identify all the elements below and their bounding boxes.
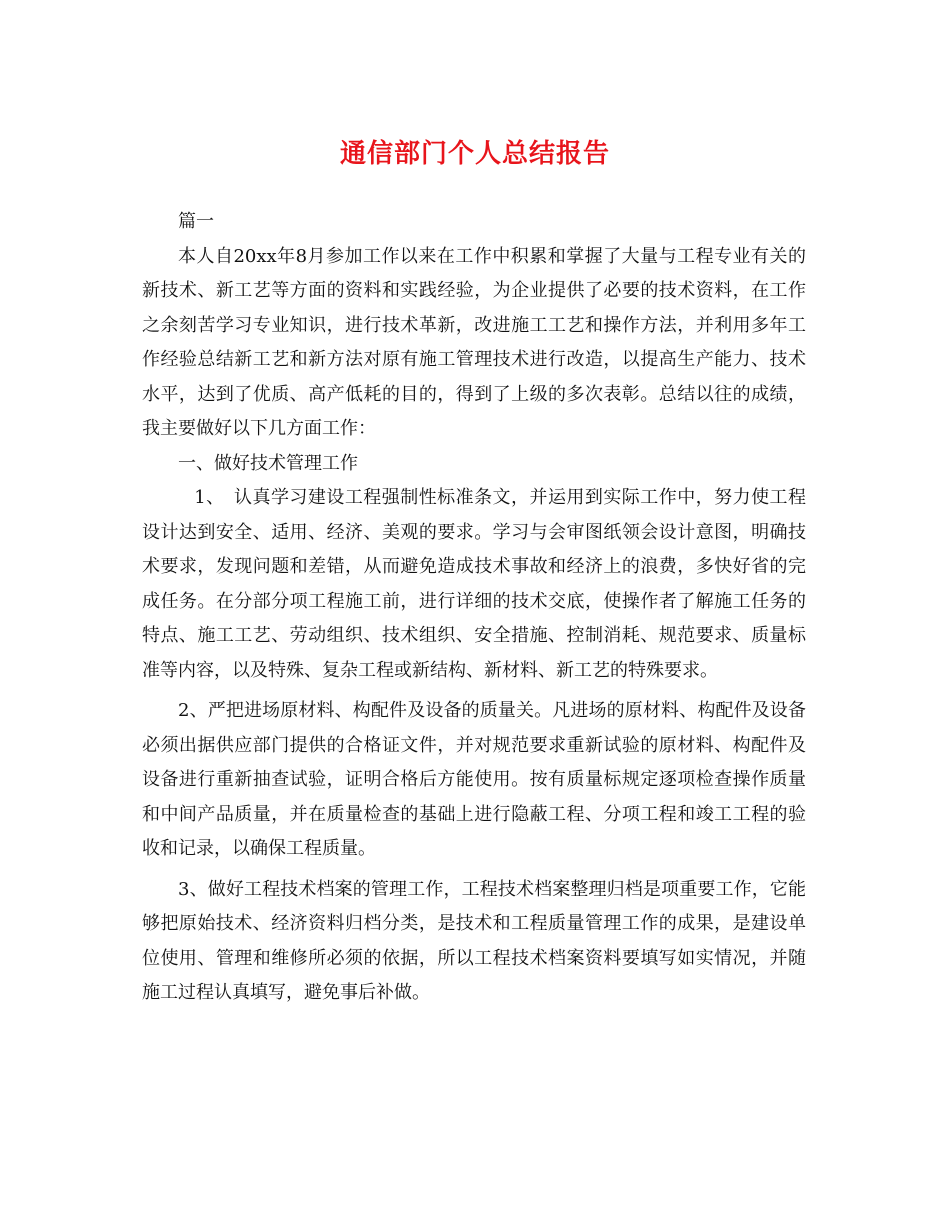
intro-paragraph: 本人自20xx年8月参加工作以来在工作中积累和掌握了大量与工程专业有关的新技术、新工艺等方面的资料和实践经验，为企业提供了必要的技术资料，在工作之余刻苦学习专业知识，进行技术革新，改进施工工艺和操作方法，并利用多年工作经验总结新工艺和新方法对原有施工管理技术进行改造，以提高生产能力、技术水平，达到了优质、高产低耗的目的，得到了上级的多次表彰。总结以往的成绩，我主要做好以下几方面工作： [142,245,806,439]
document-title: 通信部门个人总结报告 [339,139,610,169]
list-item-3: 3、做好工程技术档案的管理工作，工程技术档案整理归档是项重要工作，它能够把原始技术、经济资料归档分类，是技术和工程质量管理工作的成果，是建设单位使用、管理和维修所必须的依据，所以工程技术档案资料要填写如实情况，并随施工过程认真填写，避免事后补做。 [142,878,806,1003]
section-label: 篇一 [178,211,214,232]
document-body [142,205,806,1011]
list-item-2: 2、严把进场原材料、构配件及设备的质量关。凡进场的原材料、构配件及设备必须出据供应部门提供的合格证文件，并对规范要求重新试验的原材料、构配件及设备进行重新抽查试验，证明合格后方能使用。按有质量标规定逐项检查操作质量和中间产品质量，并在质量检查的基础上进行隐蔽工程、分项工程和竣工工程的验收和记录，以确保工程质量。 [142,700,806,859]
list-item-1: 1、 认真学习建设工程强制性标准条文，并运用到实际工作中，努力使工程设计达到安全、适用、经济、美观的要求。学习与会审图纸领会设计意图，明确技术要求，发现问题和差错，从而避免造成技术事故和经济上的浪费，多快好省的完成任务。在分部分项工程施工前，进行详细的技术交底，使操作者了解施工任务的特点、施工工艺、劳动组织、技术组织、安全措施、控制消耗、规范要求、质量标准等内容，以及特殊、复杂工程或新结构、新材料、新工艺的特殊要求。 [142,487,806,681]
section-heading: 一、做好技术管理工作 [178,452,358,474]
